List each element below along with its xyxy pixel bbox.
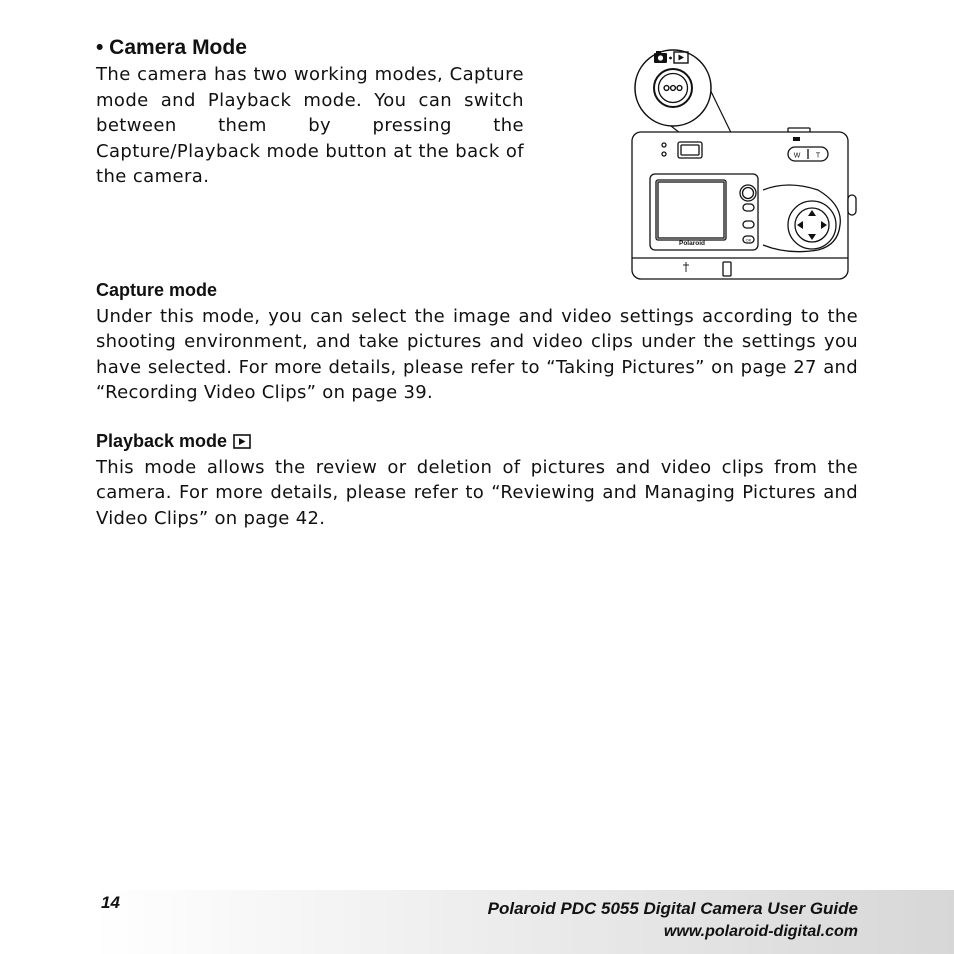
playback-mode-heading [96, 431, 251, 452]
intro-paragraph: The camera has two working modes, Capture mode and Playback mode. You can switch between them by pressing the Capture/Playback mode button at the back of the camera. [96, 64, 524, 187]
zoom-detail-circle [635, 50, 711, 126]
zoom-tele-label: T [815, 152, 821, 160]
capture-mode-paragraph: Under this mode, you can select the image and video settings according to the shooting environment, and take pictures and video clips under the settings you have selected. For more details, please refer to “Taking Pictures” on page 27 and “Recording Video Clips” on page 39. [96, 306, 858, 403]
footer-title: Polaroid PDC 5055 Digital Camera User Guide [487, 899, 858, 918]
zoom-wide-label: W [793, 152, 801, 160]
brand-label: Polaroid [678, 240, 706, 247]
page-number: 14 [101, 893, 120, 912]
footer-url: www.polaroid-digital.com [663, 923, 858, 940]
playback-mode-heading-text: Playback mode [96, 431, 228, 451]
playback-icon [233, 434, 251, 449]
capture-mode-heading [96, 280, 217, 301]
camera-back-illustration [628, 40, 860, 282]
capture-mode-heading-text: Capture mode [96, 280, 218, 300]
ok-button-label: OK [745, 237, 752, 243]
section-heading: • Camera Mode [96, 36, 247, 59]
playback-mode-paragraph: This mode allows the review or deletion of pictures and video clips from the camera. For more details, please refer to “Reviewing and Managing Pictures and Video Clips” on page 42. [96, 457, 858, 529]
